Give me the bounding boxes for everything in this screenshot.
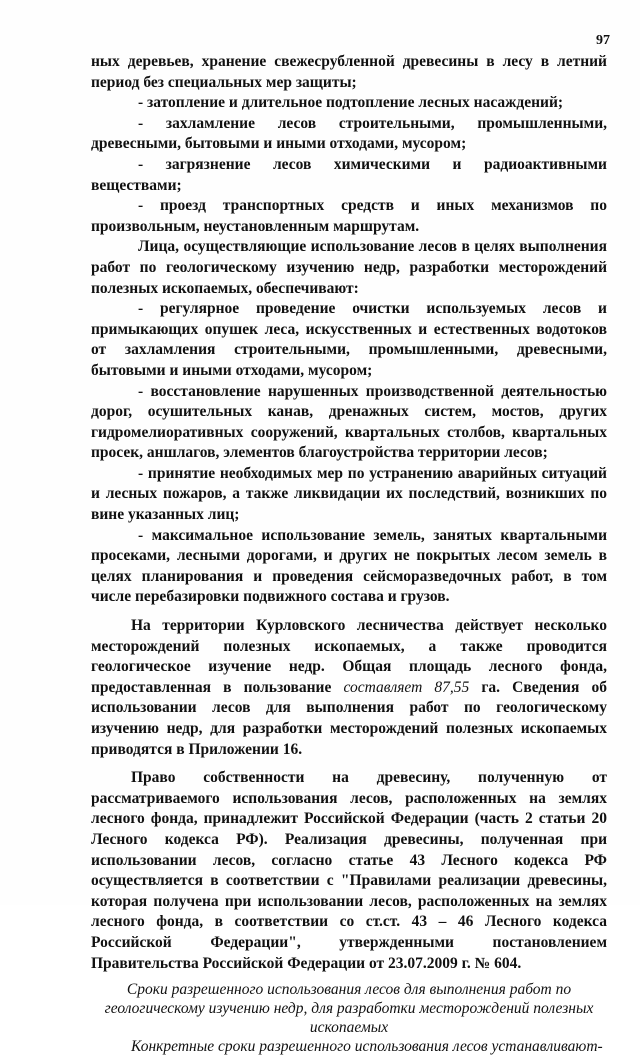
forest-area-value: составляет 87,55 — [343, 678, 470, 696]
section-heading: Сроки разрешенного использования лесов для выполнения работ по геологическому изучению недр, для разработки месторождений полезных ископаемых — [104, 981, 594, 1037]
list-item: - загрязнение лесов химическими и радиоактивными веществами; — [91, 155, 607, 194]
paragraph-deposits-text-end: га. Сведения об использовании лесов для выполнения работ по геологическому изучению недр, для разработки месторождений полезных ископаемых приводятся в Приложении 16. — [91, 678, 607, 758]
list-item: - затопление и длительное подтопление лесных насаждений; — [138, 94, 564, 112]
text-block-list — [91, 52, 607, 608]
paragraph-deposits-text-start: На территории Курловского лесничества действует несколько месторождений полезных ископаемых, а также проводится геологическое изучение недр. Общая площадь лесного фонда, предоставленная в пользование — [91, 617, 607, 696]
list-item: - проезд транспортных средств и иных механизмов по произвольным, неустановленным маршрутам. — [91, 197, 607, 235]
list-item: - восстановление нарушенных производственной деятельностью дорог, осушительных канав, дренажных систем, мостов, других гидромелиоративных сооружений, квартальных столбов, квартальных просек, аншлагов, элементов благоустройства территории лесов; — [91, 382, 607, 462]
paragraph-continuation: ных деревьев, хранение свежесрубленной древесины в лесу в летний период без специальных мер защиты; — [91, 53, 607, 91]
page-number: 97 — [596, 33, 610, 48]
list-item: - захламление лесов строительными, промышленными, древесными, бытовыми и иными отходами, мусором; — [91, 114, 607, 153]
list-item: - максимальное использование земель, занятых квартальными просеками, лесными дорогами, и других не покрытых лесом земель в целях планирования и проведения сейсморазведочных работ, в том числе перебазировки подвижного состава и грузов. — [91, 526, 607, 606]
paragraph-wood-ownership: Право собственности на древесину, полученную от рассматриваемого использования лесов, расположенных на землях лесного фонда, принадлежит Российской Федерации (часть 2 статьи 20 Лесного кодекса РФ). Реализация древесины, полученная при использовании лесов, согласно статье 43 Лесного кодекса РФ осуществляется в соответствии с "Правилами реализации древесины, которая получена при использовании лесов, расположенных на землях лесного фонда, в соответствии со ст.ст. 43 – 46 Лесного кодекса Российской Федерации", утвержденными постановлением Правительства Российской Федерации от 23.07.2009 г. № 604. — [91, 769, 607, 972]
paragraph-terms-start: Конкретные сроки разрешенного использования лесов устанавливают- — [131, 1038, 603, 1056]
paragraph-deposits — [91, 616, 607, 760]
list-item: - регулярное проведение очистки используемых лесов и примыкающих опушек леса, искусственных и естественных водотоков от захламления строительными, промышленными, древесными, бытовыми и иными отходами, мусором; — [91, 300, 607, 379]
page-content — [91, 52, 607, 1058]
list-item: - принятие необходимых мер по устранению аварийных ситуаций и лесных пожаров, а также ликвидации их последствий, возникших по вине указанных лиц; — [91, 464, 607, 524]
list-item: Лица, осуществляющие использование лесов в целях выполнения работ по геологическому изучению недр, разработки месторождений полезных ископаемых, обеспечивают: — [91, 238, 607, 297]
